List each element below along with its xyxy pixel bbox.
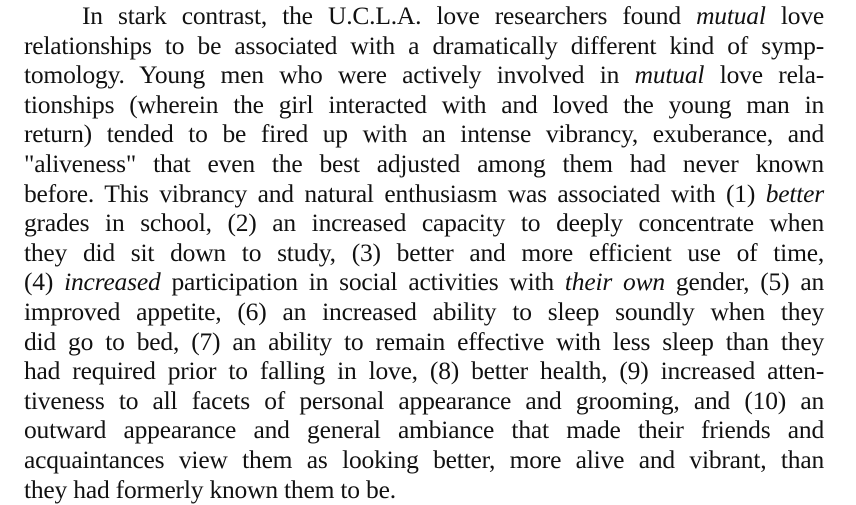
text-line — [24, 415, 824, 445]
text-line — [24, 297, 824, 327]
text-segment: love — [765, 1, 824, 30]
text-segment: gender, (5) an — [664, 267, 824, 297]
text-segment: return) tended to be fired up with an intense vibrancy, exuberance, and — [24, 119, 824, 149]
italic-text: mutual — [634, 60, 705, 90]
text-segment: participation in social activities with — [160, 267, 565, 297]
document-page — [24, 0, 824, 505]
text-line — [24, 60, 824, 90]
text-segment: (4) — [24, 267, 65, 297]
text-line — [24, 356, 824, 386]
text-segment: "aliveness" that even the best adjusted among them had never known — [24, 149, 824, 178]
text-segment: love rela- — [704, 60, 824, 90]
text-segment: did go to bed, (7) an ability to remain effective with less sleep than they — [24, 326, 824, 356]
text-segment: tionships (wherein the girl interacted with and loved the young man in — [24, 89, 824, 119]
text-segment: outward appearance and general ambiance that made their friends and — [24, 415, 824, 445]
text-segment: improved appetite, (6) an increased ability to sleep soundly when they — [24, 297, 824, 326]
italic-text: increased — [64, 267, 161, 297]
text-segment: they did sit down to study, (3) better and more efficient use of time, — [24, 237, 824, 267]
text-segment: acquaintances view them as looking better, more alive and vibrant, than — [24, 445, 824, 474]
text-line — [24, 475, 824, 505]
text-line — [24, 31, 824, 61]
text-segment: tiveness to all facets of personal appearance and grooming, and (10) an — [24, 385, 824, 415]
text-line — [24, 386, 824, 416]
text-line — [24, 327, 824, 357]
text-segment: before. This vibrancy and natural enthusiasm was associated with (1) — [24, 178, 766, 208]
text-line — [24, 267, 824, 297]
italic-text: mutual — [696, 1, 766, 30]
text-segment: tomology. Young men who were actively involved in — [24, 60, 635, 90]
italic-text: better — [765, 178, 824, 208]
text-segment: In stark contrast, the U.C.L.A. love researchers found — [82, 1, 697, 30]
text-line — [24, 149, 824, 179]
text-segment: they had formerly known them to be. — [24, 474, 396, 504]
text-segment: relationships to be associated with a dramatically different kind of symp- — [24, 30, 824, 60]
text-line — [24, 238, 824, 268]
text-line — [24, 179, 824, 209]
text-line — [82, 1, 824, 31]
text-line — [24, 445, 824, 475]
text-line — [24, 208, 824, 238]
text-line — [24, 90, 824, 120]
text-segment: had required prior to falling in love, (8) better health, (9) increased atten- — [24, 356, 824, 386]
text-segment: grades in school, (2) an increased capacity to deeply concentrate when — [24, 208, 824, 238]
text-line — [24, 119, 824, 149]
italic-text: their own — [564, 267, 665, 297]
